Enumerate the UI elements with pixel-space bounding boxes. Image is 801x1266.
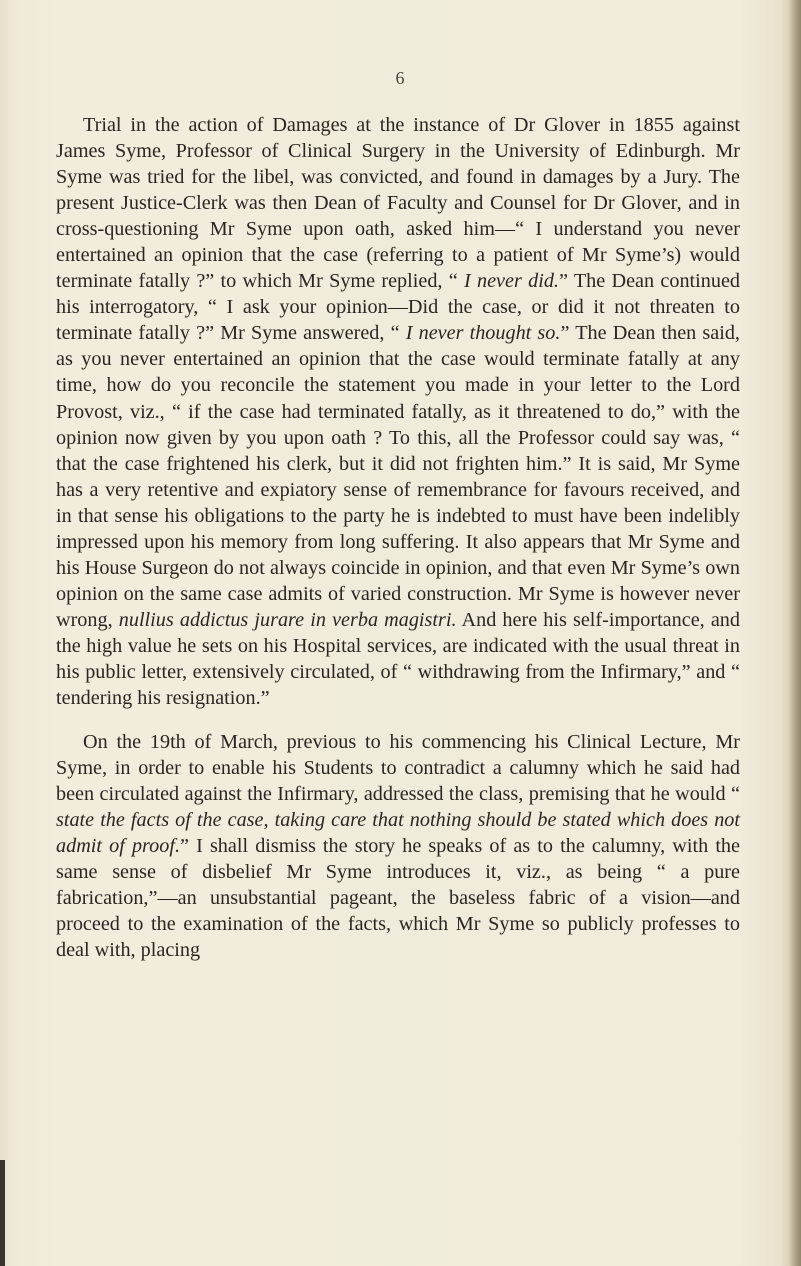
paragraph-2-text-1: On the 19th of March, previous to his commencing his Clinical Lecture, Mr Syme, in order to enable his Students to contradict a calumny which he said had been circulated against the Infirmary, addressed the class, premising that he would “ <box>56 731 740 806</box>
paragraph-1 <box>56 112 740 711</box>
page-number: 6 <box>395 68 406 88</box>
paragraph-2-text-2: ” I shall dismiss the story he speaks of as to the calumny, with the same sense of disbelief Mr Syme introduces it, viz., as being “ a pure fabrication,”—an unsubstantial pageant, the baseless fabric of a vision—and proceed to the examination of the facts, which Mr Syme so publicly professes to deal with, placing <box>56 835 740 962</box>
paragraph-1-text-4: And here his self-importance, and the high value he sets on his Hospital services, are indicated with the usual threat in his public letter, extensively circulated, of “ withdrawing from the Infirmary,” and “ tendering his resignation.” <box>56 608 740 710</box>
paragraph-2 <box>56 729 740 963</box>
paragraph-1-italic-1: I never did. <box>464 270 559 293</box>
paragraph-1-text-1: Trial in the action of Damages at the instance of Dr Glover in 1855 against James Syme, Professor of Clinical Surgery in the University of Edinburgh. Mr Syme was tried for the libel, was convicted, and found in damages by a Jury. The present Justice-Clerk was then Dean of Faculty and Counsel for Dr Glover, and in cross-questioning Mr Syme upon oath, asked him—“ I understand you never entertained an opinion that the case (referring to a patient of Mr Syme’s) would terminate fatally ?” to which Mr Syme replied, “ <box>56 114 740 293</box>
paragraph-1-italic-3: nullius addictus jurare in verba magistri. <box>118 608 457 631</box>
paragraph-1-italic-2: I never thought so. <box>405 322 561 345</box>
body-text <box>56 112 740 964</box>
paragraph-1-text-3: ” The Dean then said, as you never entertained an opinion that the case would terminate fatally at any time, how do you reconcile the statement you made in your letter to the Lord Provost, viz., “ if the case had terminated fatally, as it threatened to do,” with the opinion now given by you upon oath ? To this, all the Professor could say was, “ that the case frightened his clerk, but it did not frighten him.” It is said, Mr Syme has a very retentive and expiatory sense of remembrance for favours received, and in that sense his obligations to the party he is indebted to must have been indelibly impressed upon his memory from long suffering. It also appears that Mr Syme and his House Surgeon do not always coincide in opinion, and that even Mr Syme’s own opinion on the same case admits of varied construction. Mr Syme is however never wrong, <box>56 322 740 631</box>
paragraph-2-italic-1: state the facts of the case, taking care that nothing should be stated which does not admit of proof. <box>56 809 740 858</box>
page-edge-shadow <box>789 0 801 1266</box>
paragraph-1-text-2: ” The Dean continued his interrogatory, “ I ask your opinion—Did the case, or did it not threaten to terminate fatally ?” Mr Syme answered, “ <box>56 270 740 345</box>
binding-shadow <box>0 1160 5 1266</box>
